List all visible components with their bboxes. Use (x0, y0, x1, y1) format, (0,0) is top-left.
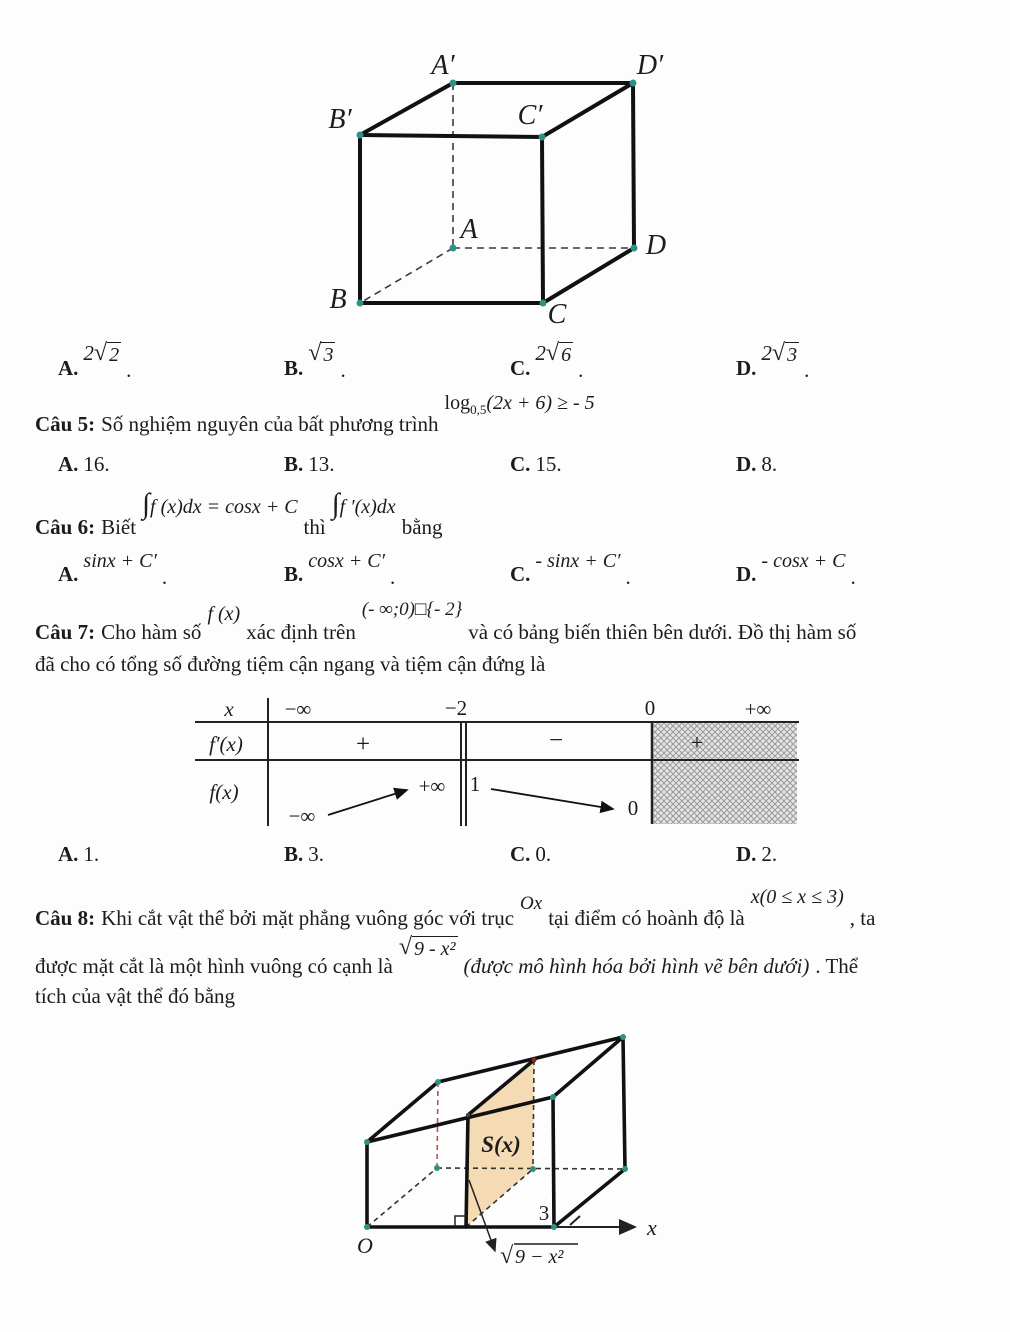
option-period: . (625, 565, 631, 589)
radicand: 3 (787, 344, 798, 366)
radicand: 2 (109, 344, 120, 366)
question-text: , ta (849, 906, 876, 930)
coefficient: 2 (761, 341, 772, 365)
question-text: đã cho có tổng số đường tiệm cận ngang và tiệm cận đứng là (35, 652, 546, 676)
option-letter: A. (58, 356, 79, 380)
coefficient: 2 (83, 341, 94, 365)
option-formula (83, 342, 121, 367)
table-header-labels (209, 697, 243, 804)
f-right-end-value: 0 (627, 796, 639, 820)
question-text: được mặt cắt là một hình vuông có cạnh là (35, 954, 393, 978)
sqrt-sign: √ (500, 1243, 514, 1269)
f-peak-value: +∞ (418, 774, 446, 798)
x-tick-zero: 0 (644, 696, 656, 720)
variation-table (193, 696, 805, 828)
axis-label: x (647, 1215, 657, 1240)
vertex-label-a-prime: A′ (431, 50, 455, 81)
integral-formula-2 (331, 488, 396, 520)
q5-option-b (284, 452, 335, 476)
sign-plus-1: + (355, 731, 371, 758)
q8-statement-line3 (35, 984, 235, 1008)
f-right-top-value: 1 (469, 772, 481, 796)
q6-option-d (736, 550, 856, 589)
q7-option-d (736, 842, 777, 866)
q7-option-c (510, 842, 551, 866)
integral-body: f (x)dx = cosx + C (150, 496, 298, 518)
cube-solid-edges (360, 83, 634, 303)
radicand: 3 (323, 344, 334, 366)
question-text: bằng (401, 515, 443, 539)
domain-formula: (- ∞;0)□{- 2} (361, 599, 463, 620)
coefficient: 2 (535, 341, 546, 365)
q4-option-d (736, 342, 809, 382)
x-tick-pos-inf: +∞ (744, 697, 772, 721)
undefined-region-hatch (653, 722, 797, 824)
q7-statement-line1 (35, 600, 856, 644)
option-value: 15. (535, 452, 562, 476)
option-letter: A. (58, 842, 79, 866)
option-value: 13. (308, 452, 335, 476)
option-value: 1. (83, 842, 100, 866)
sqrt-side-label (500, 1243, 578, 1269)
option-period: . (126, 358, 132, 382)
question-label: Câu 8: (35, 906, 96, 930)
option-letter: D. (736, 452, 757, 476)
sqrt-sign: √ (771, 340, 786, 366)
x-range-formula: x(0 ≤ x ≤ 3) (750, 886, 844, 908)
sign-plus-hatched: + (690, 730, 704, 755)
option-formula: cosx + C′ (308, 550, 386, 572)
option-letter: A. (58, 562, 79, 586)
option-letter: C. (510, 562, 531, 586)
log-base: 0,5 (470, 402, 487, 417)
sqrt-sign: √ (308, 340, 322, 366)
section-label: S(x) (481, 1132, 521, 1157)
option-formula: - cosx + C (761, 550, 846, 572)
option-letter: B. (284, 452, 304, 476)
question-text: Số nghiệm nguyên của bất phương trình (101, 412, 439, 436)
question-label: Câu 7: (35, 620, 96, 644)
vertex-label-d: D (645, 230, 667, 261)
q5-option-d (736, 452, 777, 476)
radicand: 9 - x² (413, 938, 456, 960)
q5-option-c (510, 452, 562, 476)
option-letter: D. (736, 842, 757, 866)
option-period: . (390, 565, 396, 589)
vertex-label-a: A (460, 214, 478, 245)
option-formula (308, 342, 335, 367)
option-letter: C. (510, 356, 531, 380)
q5-statement (35, 390, 595, 436)
integral-body: f ′(x)dx (339, 496, 396, 518)
q6-option-a (58, 550, 167, 589)
question-text: Cho hàm số (101, 620, 202, 644)
vertex-label-b-prime: B′ (328, 104, 352, 135)
q4-option-a (58, 342, 131, 382)
radicand: 6 (561, 344, 572, 366)
option-period: . (804, 358, 810, 382)
section-top-dot (532, 1058, 537, 1063)
f-row-values (289, 772, 639, 828)
question-text: xác định trên (246, 620, 356, 644)
option-value: 3. (308, 842, 325, 866)
option-value: 8. (761, 452, 778, 476)
f-header: f(x) (209, 780, 239, 804)
question-text: và có bảng biến thiên bên dưới. Đồ thị hàm số (468, 620, 857, 644)
q8-statement-line1 (35, 886, 875, 930)
ox-axis-formula: Ox (520, 893, 543, 914)
q6-option-b (284, 550, 395, 589)
option-letter: B. (284, 356, 304, 380)
option-value: 16. (83, 452, 110, 476)
question-label: Câu 6: (35, 515, 96, 539)
q6-option-c (510, 550, 631, 589)
q7-statement-line2 (35, 652, 545, 676)
q8-statement-line2 (35, 934, 858, 978)
fx-formula: f (x) (207, 603, 241, 625)
question-text-italic: (được mô hình hóa bởi hình vẽ bên dưới) (463, 954, 810, 978)
origin-label: O (357, 1233, 373, 1258)
q7-option-a (58, 842, 99, 866)
question-text: tích của vật thể đó bằng (35, 984, 236, 1008)
cube-hidden-edges (360, 83, 634, 303)
solid-figure (330, 1020, 675, 1310)
question-text: . Thể (815, 954, 859, 978)
sqrt-sign: √ (398, 934, 412, 960)
question-text: Khi cắt vật thể bởi mặt phẳng vuông góc với trục (101, 906, 515, 930)
option-letter: C. (510, 452, 531, 476)
option-formula (761, 342, 799, 367)
option-value: 0. (535, 842, 552, 866)
question-label: Câu 5: (35, 412, 96, 436)
integral-sign: ∫ (331, 488, 340, 520)
f-prime-header: f′(x) (209, 732, 243, 756)
question-text: thì (303, 515, 326, 539)
log-fn: log (444, 392, 471, 414)
x-tick-neg2: −2 (444, 696, 468, 720)
log-inequality-formula (445, 392, 595, 417)
vertex-label-d-prime: D′ (636, 50, 664, 81)
sqrt-sign: √ (545, 340, 560, 366)
option-value: 2. (761, 842, 778, 866)
cube-figure (320, 48, 710, 328)
radicand: 9 − x² (515, 1246, 564, 1268)
x-end-label: 3 (538, 1201, 550, 1225)
q7-option-b (284, 842, 324, 866)
integral-sign: ∫ (142, 488, 151, 520)
sqrt-sign: √ (93, 340, 108, 366)
option-formula: - sinx + C′ (535, 550, 621, 572)
option-period: . (578, 358, 584, 382)
x-header: x (224, 697, 234, 721)
option-formula: sinx + C′ (83, 550, 157, 572)
integral-formula-1 (142, 488, 298, 520)
section-front-dot (466, 1113, 470, 1117)
log-argument: (2x + 6) ≥ - 5 (486, 392, 595, 414)
x-tick-neg-inf: −∞ (284, 697, 312, 721)
option-letter: C. (510, 842, 531, 866)
option-period: . (850, 565, 856, 589)
question-text: tại điểm có hoành độ là (548, 906, 745, 930)
vertex-label-c: C (547, 299, 567, 330)
option-letter: B. (284, 842, 304, 866)
option-letter: A. (58, 452, 79, 476)
vertex-label-c-prime: C′ (517, 100, 543, 131)
x-tick-labels (285, 696, 772, 721)
option-period: . (161, 565, 168, 589)
axis-tick-mark (570, 1216, 580, 1225)
option-formula (535, 342, 573, 367)
q4-option-b (284, 342, 346, 382)
q5-option-a (58, 452, 110, 476)
sqrt-side-formula (399, 936, 458, 961)
q4-option-c (510, 342, 583, 382)
sign-minus: − (548, 727, 564, 754)
q6-statement (35, 488, 443, 539)
option-letter: D. (736, 562, 757, 586)
option-letter: B. (284, 562, 304, 586)
question-text: Biết (101, 515, 137, 539)
option-period: . (340, 358, 346, 382)
f-start-value: −∞ (288, 804, 316, 828)
vertex-label-b: B (329, 284, 347, 315)
option-letter: D. (736, 356, 757, 380)
